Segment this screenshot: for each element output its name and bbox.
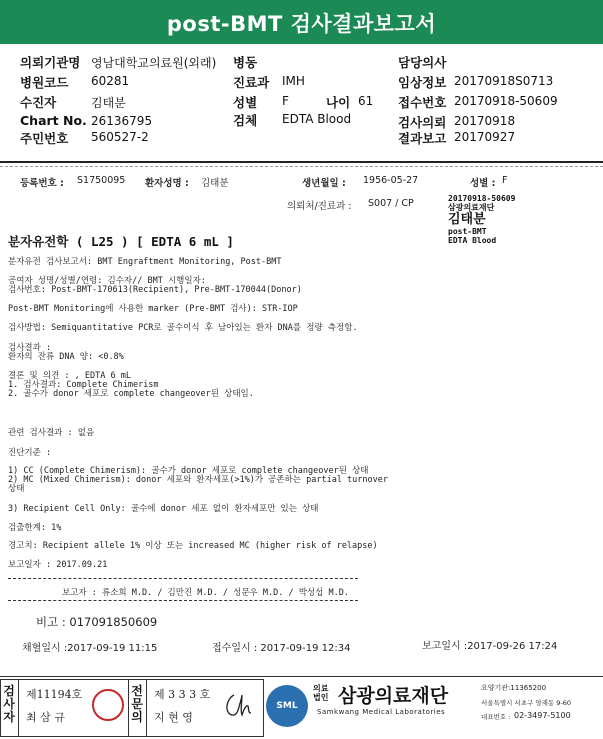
remark: 비고 : 017091850609 [36, 615, 158, 629]
reporter-divider-bottom [8, 600, 358, 601]
specialist-no: 제 3 3 3 호 [154, 688, 211, 701]
result-line: 상태 [8, 484, 25, 494]
result-line: 보고일자 : 2017.09.21 [8, 560, 108, 570]
result-line: 검사번호: Post-BMT-170613(Recipient), Pre-BMT-170044(Donor) [8, 285, 302, 295]
reg-no-value: S1750095 [77, 175, 126, 186]
ward-label: 병동 [233, 55, 258, 70]
patient-value: 김태분 [91, 96, 126, 110]
doctor-label: 담당의사 [398, 55, 447, 70]
result-line: 관련 검사결과 : 없음 [8, 428, 95, 438]
specialist-divider-right [146, 679, 147, 737]
hospital-code-value: 60281 [91, 74, 130, 88]
result-line: 2. 골수가 donor 세포로 complete changeover된 상태임. [8, 389, 254, 399]
result-line: 1) CC (Complete Chimerism): 골수가 donor 세포로 complete changeover된 상태 [8, 466, 369, 476]
header-dashed-divider [0, 166, 603, 167]
result-line: 환자의 잔류 DNA 양: <0.8% [8, 352, 124, 362]
result-line: 2) MC (Mixed Chimerism): donor 세포와 환자세포(>1%)가 공존하는 partial turnover [8, 475, 388, 485]
phone: 02-3497-5100 [514, 711, 571, 720]
birth-value: 1956-05-27 [363, 175, 419, 186]
specimen-value: EDTA Blood [282, 112, 352, 126]
result-line: 1. 검사결과: Complete Chimerism [8, 380, 159, 390]
tube-test: post-BMT [448, 227, 487, 236]
result-line: 분자유전 검사보고서: BMT Engraftment Monitoring, Post-BMT [8, 257, 282, 267]
doctor-dept-label: 의뢰처/진료과 : [287, 201, 352, 212]
sml-logo-icon: SML [266, 685, 308, 727]
collect-date: 채혈일시 :2017-09-19 11:15 [22, 643, 158, 654]
specialist-label: 전문의 [131, 684, 143, 724]
reg-no-label: 등록번호 : [20, 178, 64, 189]
reporter-divider-top [8, 578, 358, 579]
result-line: 검사결과 : [8, 343, 52, 353]
specimen-tube-label [448, 194, 588, 245]
examiner-no: 제11194호 [26, 688, 83, 701]
report-date-value: 20170927 [454, 130, 516, 144]
header-divider [0, 161, 603, 163]
doctor-dept-value: S007 / CP [368, 198, 414, 209]
corp-eng-name: Samkwang Medical Laboratories [317, 708, 446, 716]
result-line: 검사방법: Semiquantitative PCR로 골수이식 후 남아있는 환자 DNA를 정량 측정함. [8, 323, 358, 333]
lab-code: 요양기관:11365200 [481, 684, 547, 692]
examiner-divider [18, 679, 19, 737]
result-line: 공여자 성명/성별/연령: 김수자// BMT 시행일자: [8, 276, 206, 286]
birth-label: 생년월일 : [302, 178, 346, 189]
corp-small-label: 의료 법인 [313, 684, 329, 702]
phone-label: 대표번호 : [481, 713, 511, 721]
report-date-label: 결과보고 [398, 131, 447, 146]
receipt-no-label: 접수번호 [398, 95, 447, 110]
patient-label: 수진자 [20, 95, 57, 110]
reporter-line: 보고자 : 류소희 M.D. / 김만진 M.D. / 성문우 M.D. / 박성섭 M.D. [62, 588, 349, 598]
department-value: IMH [282, 74, 305, 88]
resident-no-label: 주민번호 [20, 131, 69, 146]
report-title: post-BMT 검사결과보고서 [0, 0, 603, 44]
tube-specimen: EDTA Blood [448, 236, 497, 245]
report-date: 보고일시 :2017-09-26 17:24 [422, 641, 558, 652]
tube-org: 삼광의료재단 [448, 203, 495, 212]
specialist-divider-left [128, 679, 129, 737]
result-line: 3) Recipient Cell Only: 골수에 donor 세포 없이 환자세포만 있는 상태 [8, 504, 319, 514]
test-request-value: 20170918 [454, 114, 516, 128]
examiner-seal-icon [92, 689, 124, 721]
report-header [0, 44, 603, 161]
chart-no-label: Chart No. [20, 113, 87, 128]
test-request-label: 검사의뢰 [398, 115, 447, 130]
chart-no-value: 26136795 [91, 114, 153, 128]
age-value: 61 [358, 94, 374, 108]
specimen-label: 검체 [233, 113, 258, 128]
corp-name: 삼광의료재단 [338, 685, 449, 707]
body-sex-label: 성별 : [470, 178, 496, 189]
institution-value: 영남대학교의료원(외래) [91, 56, 217, 70]
resident-no-value: 560527-2 [91, 130, 149, 144]
receipt-no-value: 20170918-50609 [454, 94, 558, 108]
examiner-name: 최 삼 규 [26, 711, 65, 724]
clinical-info-value: 20170918S0713 [454, 74, 554, 88]
sex-label: 성별 [233, 95, 258, 110]
section-title: 분자유전학 ( L25 ) [ EDTA 6 mL ] [8, 234, 234, 249]
tube-patient: 김태분 [448, 212, 486, 227]
result-line: 결론 및 의견 : , EDTA 6 mL [8, 371, 131, 381]
patient-name-value: 김태분 [201, 178, 229, 189]
body-sex-value: F [502, 175, 508, 186]
specialist-name: 지 현 영 [154, 711, 193, 724]
result-line: 검출한계: 1% [8, 523, 62, 533]
report-body [0, 168, 603, 676]
age-label: 나이 [326, 95, 351, 110]
tube-receipt-no: 20170918-50609 [448, 194, 516, 203]
institution-label: 의뢰기관명 [20, 55, 81, 70]
result-line: Post-BMT Monitoring에 사용한 marker (Pre-BMT 검사): STR-IOP [8, 304, 298, 314]
patient-name-label: 환자성명 : [145, 178, 189, 189]
clinical-info-label: 임상정보 [398, 75, 447, 90]
examiner-label: 검사자 [3, 684, 15, 724]
signature-icon [220, 687, 256, 723]
result-line: 진단기준 : [8, 448, 52, 458]
sex-value: F [282, 94, 289, 108]
address: 서울특별시 서초구 양재동 9-60 [481, 699, 572, 707]
report-footer [0, 676, 603, 739]
hospital-code-label: 병원코드 [20, 75, 69, 90]
department-label: 진료과 [233, 75, 270, 90]
receive-date: 접수일시 : 2017-09-19 12:34 [212, 643, 351, 654]
result-line: 경고치: Recipient allele 1% 이상 또는 increased MC (higher risk of relapse) [8, 541, 378, 551]
